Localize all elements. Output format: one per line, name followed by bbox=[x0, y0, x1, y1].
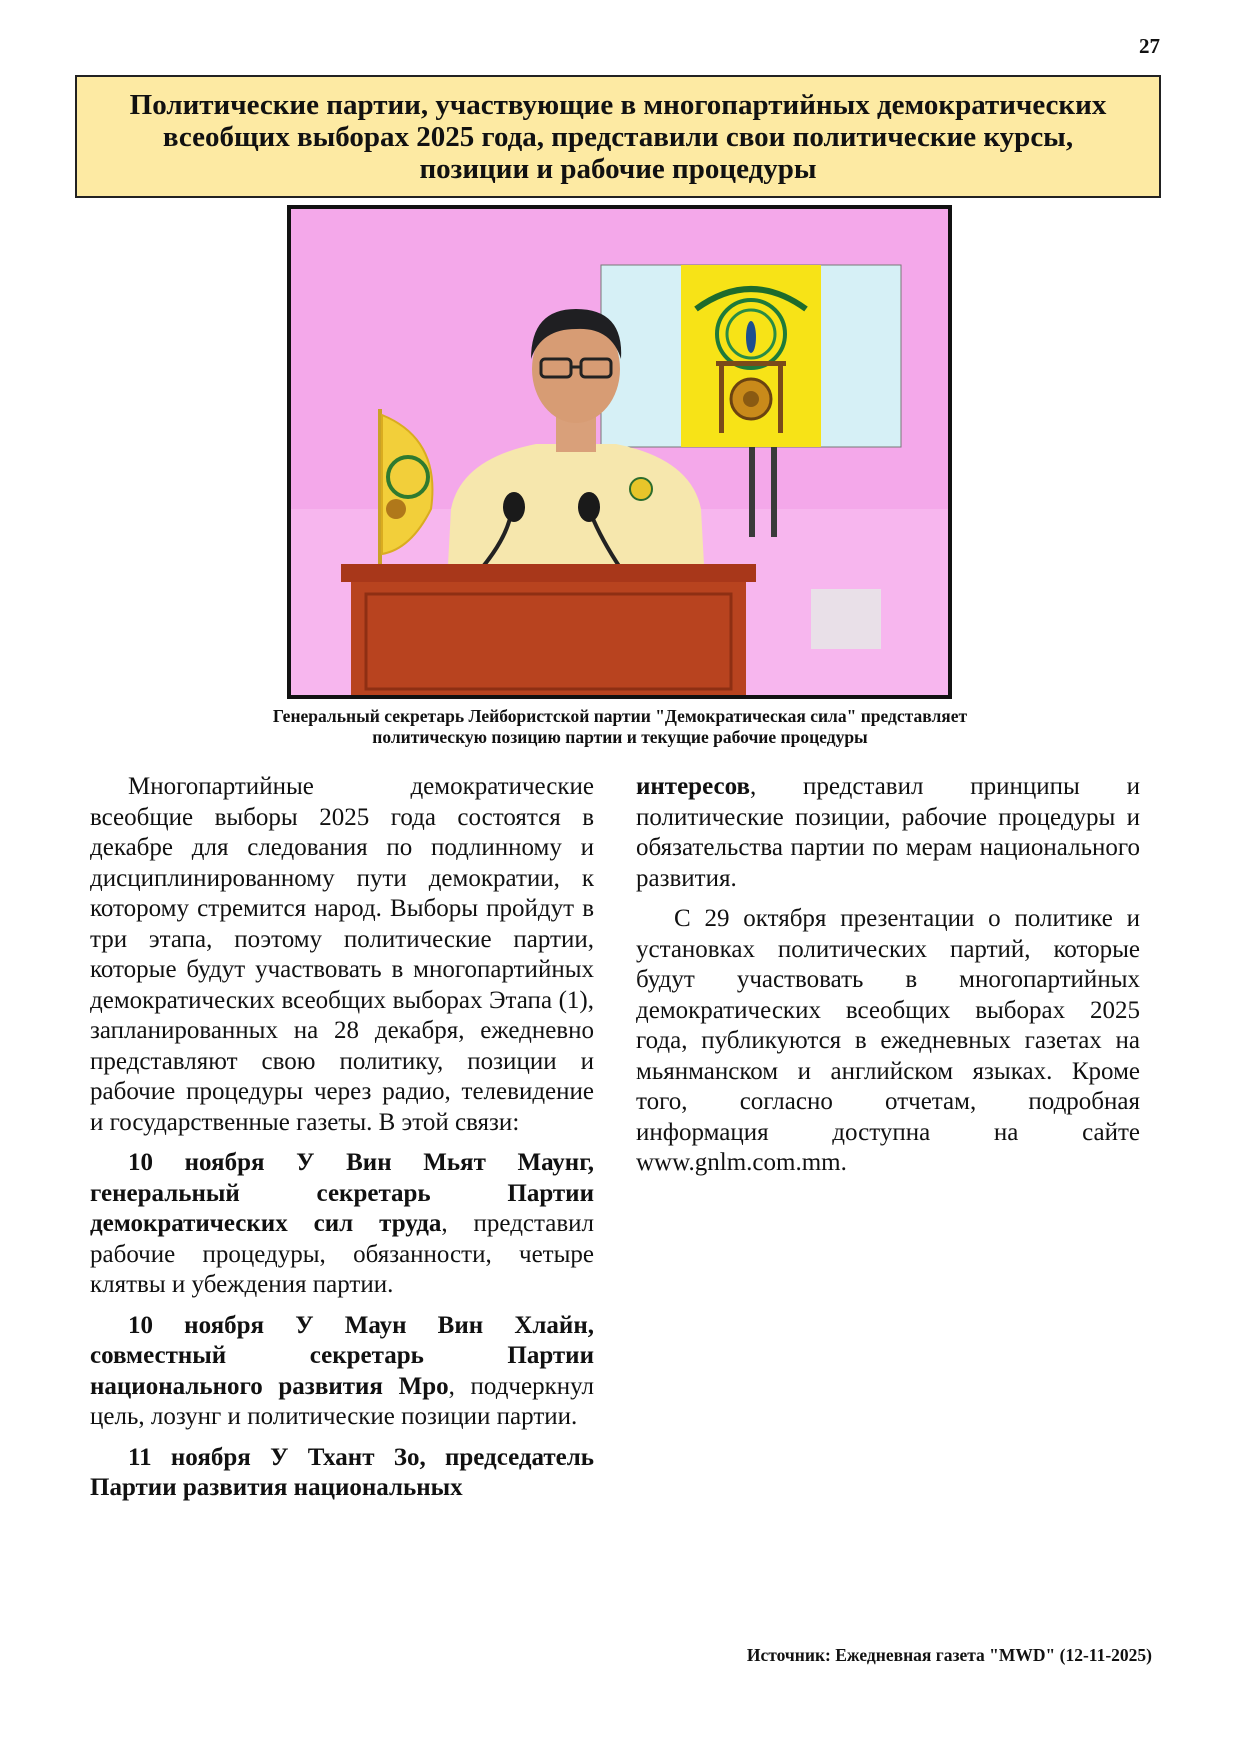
item-paragraph-continued bbox=[636, 772, 1140, 894]
item-paragraph bbox=[90, 1148, 594, 1301]
microphone-right bbox=[578, 492, 600, 522]
item-paragraph bbox=[90, 1311, 594, 1433]
closing-paragraph: С 29 октября презентации о политике и установках политических партий, которые будут участвовать в многопартийных демократических всеобщих выборах 2025 года, публикуются в ежедневных газетах на мьянманском и английском языках. Кроме того, согласно отчетам, подробная информация доступна на сайте www.gnlm.com.mm. bbox=[636, 905, 1140, 1176]
item-lead: 11 ноября У Тхант Зо, председатель Партии развития национальных bbox=[90, 1443, 594, 1501]
article-column-left bbox=[90, 772, 594, 1514]
source-note: Источник: Ежедневная газета "MWD" (12-11-2025) bbox=[746, 1645, 1152, 1665]
caption-line-1: Генеральный секретарь Лейбористской партии "Демократическая сила" представляет bbox=[272, 706, 968, 726]
page-number: 27 bbox=[1139, 34, 1160, 58]
screen-stand-left bbox=[749, 447, 755, 537]
headline-line-3: позиции и рабочие процедуры bbox=[419, 152, 817, 185]
item-text: , подчеркнул цель, лозунг и политические позиции партии. bbox=[90, 1372, 594, 1430]
lapel-pin bbox=[630, 478, 652, 500]
item-lead-continued: интересов bbox=[636, 773, 750, 800]
item-text: , представил принципы и политические позиции, рабочие процедуры и обязательства партии по мерам национального развития. bbox=[636, 773, 1140, 892]
speaker-photo-illustration bbox=[291, 209, 948, 695]
article-column-right bbox=[636, 772, 1140, 1189]
microphone-left bbox=[503, 492, 525, 522]
headline-box bbox=[75, 75, 1161, 198]
intro-paragraph: Многопартийные демократические всеобщие выборы 2025 года состоятся в декабре для следования по подлинному и дисциплинированному пути демократии, к которому стремится народ. Выборы пройдут в три этапа, поэтому политические партии, которые будут участвовать в многопартийных демократических всеобщих выборах Этапа (1), запланированных на 28 декабря, ежедневно представляют свою политику, позиции и рабочие процедуры через радио, телевидение и государственные газеты. В этой связи: bbox=[90, 773, 594, 1136]
item-text: , представил рабочие процедуры, обязанности, четыре клятвы и убеждения партии. bbox=[90, 1210, 595, 1298]
headline bbox=[130, 89, 1107, 185]
headline-line-2: всеобщих выборах 2025 года, представили свои политические курсы, bbox=[162, 120, 1074, 153]
podium-top bbox=[341, 564, 756, 582]
table-flag-gong bbox=[386, 499, 406, 519]
caption-line-2: политическую позицию партии и текущие рабочие процедуры bbox=[372, 727, 868, 747]
side-stand bbox=[811, 589, 881, 649]
headline-line-1: Политические партии, участвующие в многопартийных демократических bbox=[129, 88, 1107, 121]
peacock-emblem bbox=[717, 300, 785, 368]
item-lead: 10 ноября У Вин Мьят Маунг, генеральный секретарь Партии демократических сил труда bbox=[90, 1149, 594, 1237]
screen-stand-right bbox=[771, 447, 777, 537]
item-paragraph bbox=[90, 1443, 594, 1504]
speaker-photo bbox=[287, 205, 952, 699]
podium bbox=[351, 582, 746, 695]
photo-caption bbox=[160, 706, 1080, 748]
item-lead: 10 ноября У Маун Вин Хлайн, совместный секретарь Партии национального развития Мро bbox=[90, 1311, 594, 1400]
